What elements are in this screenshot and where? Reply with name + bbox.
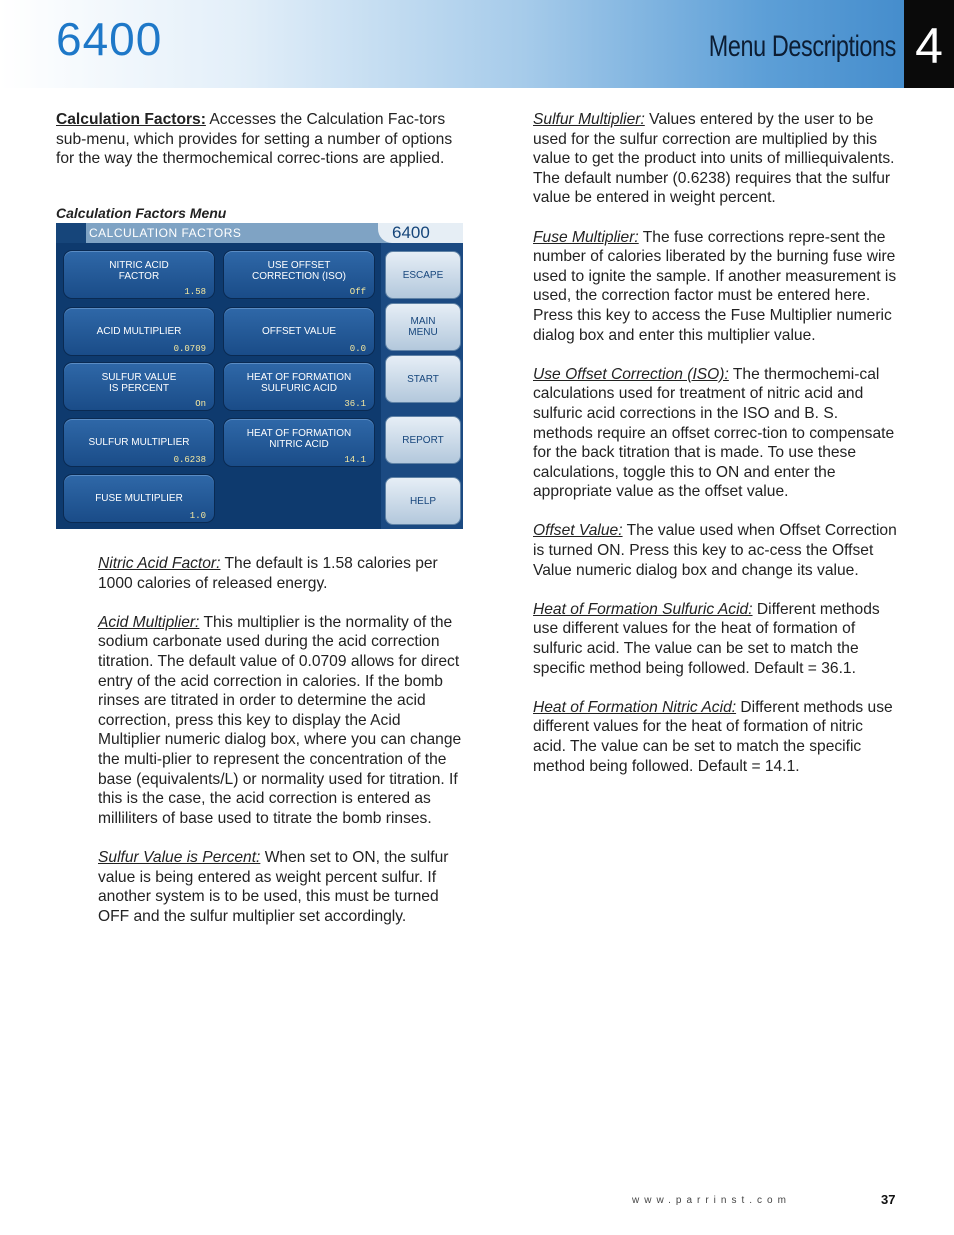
heat-formation-nitric-button[interactable]: HEAT OF FORMATION NITRIC ACID 14.1 [223,418,375,467]
chapter-number: 4 [904,0,954,88]
offset-value-button[interactable]: OFFSET VALUE 0.0 [223,307,375,356]
right-column [533,110,899,796]
page-header [0,0,954,88]
sulfur-value-percent-desc: Sulfur Value is Percent: When set to ON, the sulfur value is being entered as weight percent sulfur. If another system is to be used, this must be turned OFF and the sulfur multiplier set accordingly. [98,848,449,925]
heat-formation-nitric-desc: Heat of Formation Nitric Acid: Different methods use different values for the heat of formation of nitric acid. The value can be set to match the specific method being followed. Default = 14.1. [533,698,893,775]
calculation-factors-screen [56,223,463,529]
offset-correction-desc: Use Offset Correction (ISO): The thermochemi-cal calculations used for treatment of nitric acid and sulfuric acid corrections in the ISO and B. S. methods require an offset correc-tion to compensate for the back titration that is made. To use these calculations, toggle this to ON and enter the appropriate value as the offset value. [533,365,895,501]
heat-formation-sulfuric-button[interactable]: HEAT OF FORMATION SULFURIC ACID 36.1 [223,362,375,411]
page-number: 37 [881,1192,896,1207]
use-offset-correction-button[interactable]: USE OFFSET CORRECTION (ISO) Off [223,250,375,299]
sulfur-multiplier-button[interactable]: SULFUR MULTIPLIER 0.6238 [63,418,215,467]
section-title: Menu Descriptions [708,30,896,63]
footer-url: www.parrinst.com [632,1195,791,1206]
screen-model: 6400 [392,223,430,242]
screen-title: CALCULATION FACTORS [89,226,242,240]
report-button[interactable]: REPORT [385,416,461,464]
title-tab [56,223,86,243]
nitric-acid-factor-desc: Nitric Acid Factor: The default is 1.58 calories per 1000 calories of released energy. [98,555,438,592]
fuse-multiplier-desc: Fuse Multiplier: The fuse corrections repre-sent the number of calories liberated by the burning fuse wire used to ignite the sample. If another measurement is used, the correction factor must be entered here. Press this key to access the Fuse Multiplier numeric dialog box and enter this multiplier value. [533,228,897,344]
sulfur-value-percent-button[interactable]: SULFUR VALUE IS PERCENT On [63,362,215,411]
escape-button[interactable]: ESCAPE [385,251,461,299]
heat-formation-sulfuric-desc: Heat of Formation Sulfuric Acid: Different methods use different values for the heat of formation of sulfuric acid. The value can be set to match the specific method being followed. Default = 36.1. [533,600,880,677]
intro-term: Calculation Factors: [56,111,206,128]
model-number: 6400 [56,13,163,65]
help-button[interactable]: HELP [385,477,461,525]
figure-caption: Calculation Factors Menu [56,205,227,221]
intro-paragraph [56,110,464,188]
fuse-multiplier-button[interactable]: FUSE MULTIPLIER 1.0 [63,474,215,523]
acid-multiplier-button[interactable]: ACID MULTIPLIER 0.0709 [63,307,215,356]
start-button[interactable]: START [385,355,461,403]
intro-text: Accesses the Calculation Fac-tors sub-menu, which provides for setting a number of options for the way the thermochemical correc-tions are applied. [56,111,453,168]
acid-multiplier-desc: Acid Multiplier: This multiplier is the normality of the sodium carbonate used during the acid correction titration. The default value of 0.0709 allows for direct entry of the acid correction in calories. If the bomb rinses are titrated in order to determine the acid correction, press this key to display the Acid Multiplier numeric dialog box, where you can change the multi-plier to represent the concentration of the base (equivalents/L) or normality used for titration. If this is the case, the acid correction is entered as milliliters of base used to titrate the bomb rinses. [98,613,462,827]
offset-value-desc: Offset Value: The value used when Offset Correction is turned ON. Press this key to ac-cess the Offset Value numeric dialog box and change its value. [533,522,897,579]
nitric-acid-factor-button[interactable]: NITRIC ACID FACTOR 1.58 [63,250,215,299]
main-menu-button[interactable]: MAIN MENU [385,303,461,351]
sulfur-multiplier-desc: Sulfur Multiplier: Values entered by the user to be used for the sulfur correction are multiplied by this value to get the product into units of milliequivalents. The default number (0.6238) requires that the sulfur value be entered in weight percent. [533,111,895,207]
left-column [98,554,464,946]
